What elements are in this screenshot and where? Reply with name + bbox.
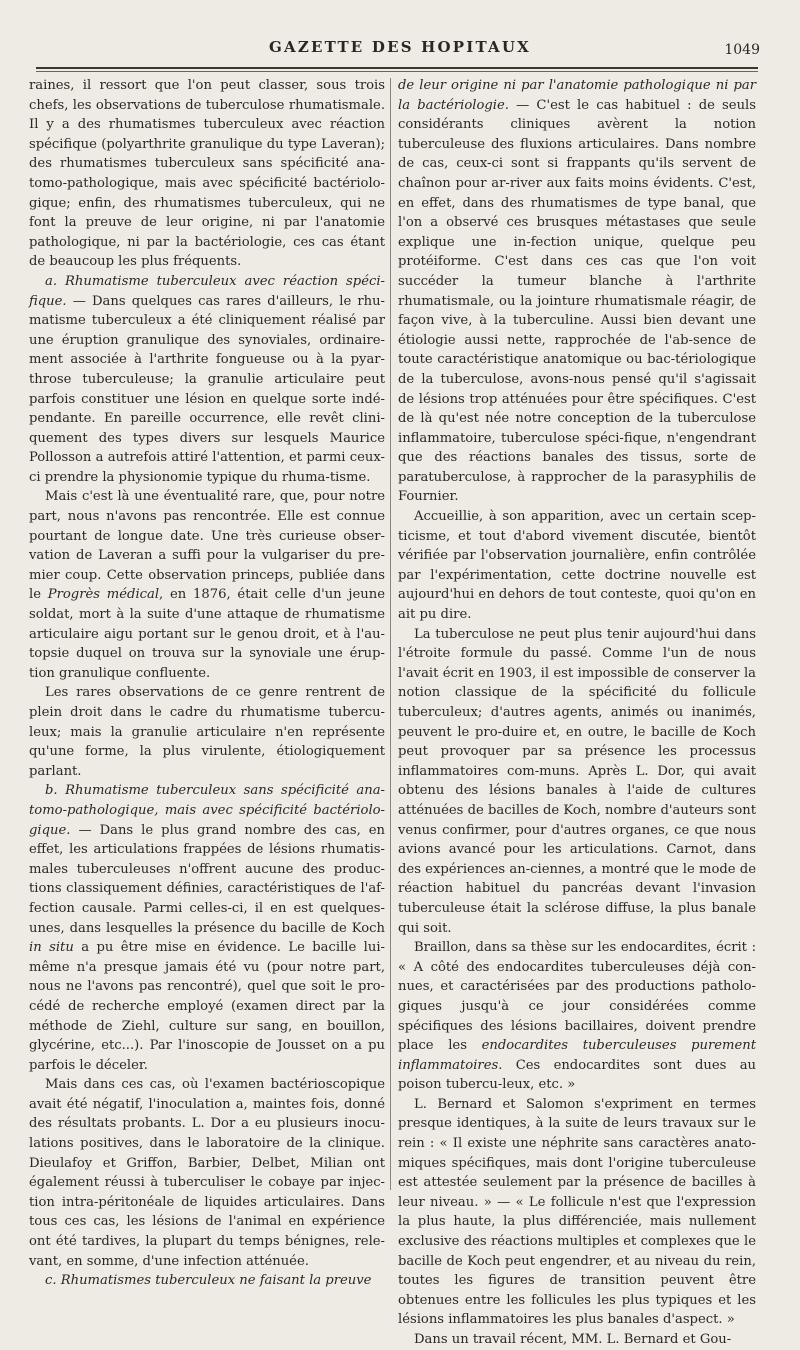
paragraph: b. Rhumatisme tuberculeux sans spécificité ana-tomo-pathologique, mais avec spécificité bactériolo-gique. — Dans le plus grand nombre des cas, en effet, les articulations frappées de lésions rhumatis-males tuberculeuses n'offrent aucune des produc-tions classiquement définies, caractéristiques de l'af-fection causale. Parmi celles-ci, il en est quelques-unes, dans lesquelles la présence du bacille de Koch in situ a pu être mise en évidence. Le bacille lui-même n'a presque jamais été vu (pour notre part, nous ne l'avons pas rencontré), quel que soit le pro-cédé de recherche employé (examen direct par la méthode de Ziehl, culture sur sang, en bouillon, glycérine, etc...). Par l'inoscopie de Jousset on a pu parfois le déceler.: [29, 783, 385, 1073]
page-number: 1049: [724, 42, 760, 58]
paragraph: raines, il ressort que l'on peut classer, sous trois chefs, les observations de tuberculose rhumatismale. Il y a des rhumatismes tuberculeux avec réaction spécifique (polyarthrite granulique du type Laveran); des rhumatismes tuberculeux sans spécificité ana-tomo-pathologique, mais avec spécificité bactériolo-gique; enfin, des rhumatismes tuberculeux, qui ne font la preuve de leur origine, ni par l'anatomie pathologique, ni par la bactériologie, ces cas étant de beaucoup les plus fréquents.: [29, 78, 385, 270]
paragraph: de leur origine ni par l'anatomie pathologique ni par la bactériologie. — C'est le cas habituel : de seuls considérants cliniques avèrent la notion tuberculeuse des fluxions articulaires. Dans nombre de cas, ceux-ci sont si frappants qu'ils servent de chaînon pour ar-river aux faits moins évidents. C'est, en effet, dans des rhumatismes de type banal, que l'on a observé ces brusques métastases que seule explique une in-fection unique, quelque peu protéiforme. C'est dans ces cas que l'on voit succéder la tumeur blanche à l'arthrite rhumatismale, ou la jointure rhumatismale réagir, de façon vive, à la tuberculine. Aussi bien devant une étiologie aussi nette, rapprochée de l'ab-sence de toute caractéristique anatomique ou bac-tériologique de la tuberculose, avons-nous pensé qu'il s'agissait de lésions trop atténuées pour être spécifiques. C'est de là qu'est née notre conception de la tuberculose inflammatoire, tuberculose spéci-fique, n'engendrant que des réactions banales des tissus, sorte de paratuberculose, à rapprocher de la parasyphilis de Fournier.: [398, 78, 756, 505]
header-rule-thick: [36, 67, 758, 69]
paragraph: a. Rhumatisme tuberculeux avec réaction spéci-fique. — Dans quelques cas rares d'ailleurs, le rhu-matisme tuberculeux a été cliniquement réalisé par une éruption granulique des synoviales, ordinaire-ment associée à l'arthrite fongueuse ou à la pyar-throse tuberculeuse; la granulie articulaire peut parfois constituer une lésion en quelque sorte indé-pendante. En pareille occurrence, elle revêt clini-quement des types divers sur lesquels Maurice Pollosson a autrefois attiré l'attention, et parmi ceux-ci prendre la physionomie typique du rhuma-tisme.: [29, 273, 385, 485]
paragraph: Mais dans ces cas, où l'examen bactérioscopique avait été négatif, l'inoculation a, maintes fois, donné des résultats probants. L. Dor a eu plusieurs inocu-lations positives, dans le laboratoire de la clinique. Dieulafoy et Griffon, Barbier, Delbet, Milian ont également réussi à tuberculiser le cobaye par injec-tion intra-péritonéale de liquides articulaires. Dans tous ces cas, les lésions de l'animal en expérience ont été tardives, la plupart du temps bénignes, rele-vant, en somme, d'une infection atténuée.: [29, 1077, 385, 1269]
section-heading-c: c. Rhumatismes tuberculeux ne faisant la preuve: [45, 1273, 372, 1289]
section-heading-b: b. Rhumatisme tuberculeux sans spécificité ana-tomo-pathologique, mais avec spécificité bactériolo-gique.: [29, 783, 385, 838]
journal-title: GAZETTE DES HOPITAUX: [268, 38, 531, 56]
paragraph: L. Bernard et Salomon s'expriment en termes presque identiques, à la suite de leurs travaux sur le rein : « Il existe une néphrite sans caractères anato-miques spécifiques, mais dont l'origine tuberculeuse est attestée seulement par la présence de bacilles à leur niveau. » — « Le follicule n'est que l'expression la plus haute, la plus différenciée, mais nullement exclusive des réactions multiples et complexes que le bacille de Koch peut engendrer, et au niveau du rein, toutes les figures de transition peuvent être obtenues entre les follicules les plus typiques et les lésions inflammatoires les plus banales d'aspect. »: [398, 1096, 756, 1328]
paragraph: [29, 1271, 385, 1291]
page-header: [0, 38, 800, 68]
section-heading-a: a. Rhumatisme tuberculeux avec réaction spéci-fique.: [29, 273, 385, 309]
header-rule-thin: [36, 71, 758, 72]
paragraph: Dans un travail récent, MM. L. Bernard et Gou-: [414, 1332, 732, 1347]
paragraph: La tuberculose ne peut plus tenir aujourd'hui dans l'étroite formule du passé. Comme l'un de nous l'avait écrit en 1903, il est impossible de conserver la notion classique de la spécificité du follicule tuberculeux; d'autres agents, animés ou inanimés, peuvent le pro-duire et, en outre, le bacille de Koch peut provoquer par sa présence les processus inflammatoires com-muns. Après L. Dor, qui avait obtenu des lésions banales à l'aide de cultures atténuées de bacilles de Koch, nombre d'auteurs sont venus confirmer, pour d'autres organes, ce que nous avions avancé pour les articulations. Carnot, dans des expériences an-ciennes, a montré que le mode de réaction habituel du pancréas devant l'invasion tuberculeuse était la sclérose diffuse, la plus banale qui soit.: [398, 626, 756, 936]
left-column: [29, 76, 385, 1289]
paragraph: Mais c'est là une éventualité rare, que, pour notre part, nous n'avons pas rencontrée. Elle est connue pourtant de longue date. Une très curieuse obser-vation de Laveran a suffi pour la vulgariser du pre-mier coup. Cette observation princeps, publiée dans le Progrès médical, en 1876, était celle d'un jeune soldat, mort à la suite d'une attaque de rhumatisme articulaire aigu portant sur le genou droit, et à l'au-topsie duquel on trouva sur la synoviale une érup-tion granulique confluente.: [29, 489, 385, 681]
paragraph: Les rares observations de ce genre rentrent de plein droit dans le cadre du rhumatisme tubercu-leux; mais la granulie articulaire n'en représente qu'une forme, la plus virulente, étiologiquement parlant.: [29, 685, 385, 779]
right-column: [398, 76, 756, 1347]
paragraph: Accueillie, à son apparition, avec un certain scep-ticisme, et tout d'abord vivement discutée, bientôt vérifiée par l'observation journalière, enfin contrôlée par l'expérimentation, cette doctrine nouvelle est aujourd'hui en dehors de tout conteste, quoi qu'on en ait pu dire.: [398, 509, 756, 623]
column-divider: [390, 78, 391, 1190]
paragraph: Braillon, dans sa thèse sur les endocardites, écrit : « A côté des endocardites tuberculeuses déjà con-nues, et caractérisées par des productions patholo-giques jusqu'à ce jour considérées comme spécifiques des lésions bacillaires, doivent prendre place les endocardites tuberculeuses purement inflammatoires. Ces endocardites sont dues au poison tubercu-leux, etc. »: [398, 940, 756, 1093]
